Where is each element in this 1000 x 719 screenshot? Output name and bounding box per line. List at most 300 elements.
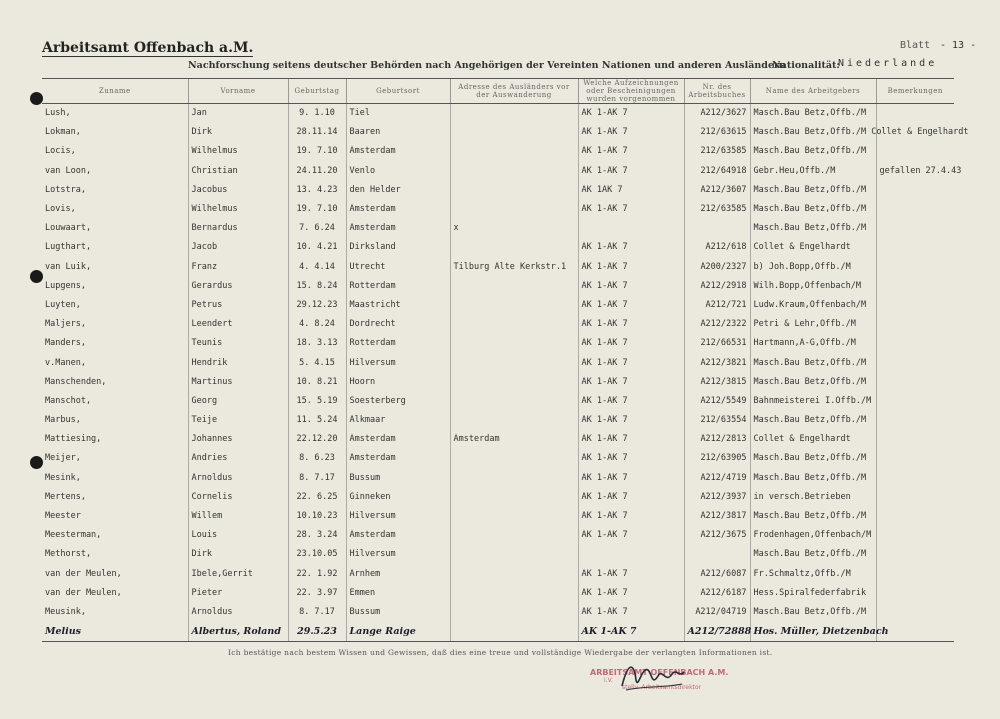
table-row bbox=[42, 277, 954, 296]
cell-arbeitgeber: Collet & Engelhardt bbox=[750, 238, 876, 257]
cell-aufz: AK 1-AK 7 bbox=[578, 488, 684, 507]
cell-vorname: Arnoldus bbox=[188, 603, 288, 622]
cell-vorname: Christian bbox=[188, 162, 288, 181]
cell-ort: Hilversum bbox=[346, 507, 450, 526]
column-header: Nr. des Arbeitsbuches bbox=[684, 79, 750, 104]
cell-bem bbox=[876, 353, 954, 372]
cell-vorname: Leendert bbox=[188, 315, 288, 334]
cell-ort: Venlo bbox=[346, 162, 450, 181]
sheet-label: Blatt bbox=[900, 40, 931, 51]
cell-bem bbox=[876, 277, 954, 296]
cell-vorname: Teunis bbox=[188, 334, 288, 353]
nationality-value: Niederlande bbox=[838, 58, 938, 69]
cell-dob: 10. 8.21 bbox=[288, 373, 346, 392]
cell-bem bbox=[876, 104, 954, 124]
cell-zuname: Lotstra, bbox=[45, 184, 86, 195]
cell-vorname: Gerardus bbox=[188, 277, 288, 296]
cell-aufz: AK 1-AK 7 bbox=[578, 353, 684, 372]
cell-nr: A212/721 bbox=[684, 296, 750, 315]
cell-vorname: Willem bbox=[188, 507, 288, 526]
cell-adresse bbox=[450, 277, 578, 296]
cell-vorname: Dirk bbox=[188, 545, 288, 564]
cell-dob: 7. 6.24 bbox=[288, 219, 346, 238]
cell-zuname: Methorst, bbox=[45, 549, 92, 560]
cell-aufz: AK 1-AK 7 bbox=[578, 565, 684, 584]
signature-scribble bbox=[618, 656, 688, 696]
cell-dob: 11. 5.24 bbox=[288, 411, 346, 430]
cell-vorname: Jacob bbox=[188, 238, 288, 257]
cell-zuname: Lokman, bbox=[45, 127, 81, 138]
cell-nr: A212/72888 bbox=[684, 622, 750, 642]
cell-zuname: Meesterman, bbox=[45, 530, 102, 541]
cell-ort: den Helder bbox=[346, 181, 450, 200]
cell-ort: Amsterdam bbox=[346, 430, 450, 449]
cell-bem bbox=[876, 565, 954, 584]
cell-dob: 19. 7.10 bbox=[288, 200, 346, 219]
cell-nr: A212/04719 bbox=[684, 603, 750, 622]
cell-vorname: Georg bbox=[188, 392, 288, 411]
cell-bem bbox=[876, 200, 954, 219]
cell-nr: A212/3817 bbox=[684, 507, 750, 526]
cell-bem: gefallen 27.4.43 bbox=[876, 162, 954, 181]
cell-vorname: Pieter bbox=[188, 584, 288, 603]
cell-dob: 22. 1.92 bbox=[288, 565, 346, 584]
cell-ort: Baaren bbox=[346, 123, 450, 142]
cell-adresse bbox=[450, 353, 578, 372]
cell-arbeitgeber: Masch.Bau Betz,Offb./M bbox=[750, 449, 876, 468]
cell-arbeitgeber: Masch.Bau Betz,Offb./M bbox=[750, 181, 876, 200]
cell-bem bbox=[876, 488, 954, 507]
cell-zuname: Luyten, bbox=[45, 299, 81, 310]
cell-adresse bbox=[450, 373, 578, 392]
cell-nr: A212/6087 bbox=[684, 565, 750, 584]
cell-aufz: AK 1-AK 7 bbox=[578, 526, 684, 545]
cell-bem bbox=[876, 238, 954, 257]
cell-nr: A212/3607 bbox=[684, 181, 750, 200]
cell-dob: 28.11.14 bbox=[288, 123, 346, 142]
cell-zuname: van der Meulen, bbox=[45, 587, 122, 598]
cell-aufz: AK 1-AK 7 bbox=[578, 411, 684, 430]
cell-dob: 22. 6.25 bbox=[288, 488, 346, 507]
cell-nr: 212/63554 bbox=[684, 411, 750, 430]
cell-aufz: AK 1-AK 7 bbox=[578, 315, 684, 334]
cell-adresse bbox=[450, 334, 578, 353]
cell-adresse bbox=[450, 507, 578, 526]
cell-ort: Alkmaar bbox=[346, 411, 450, 430]
cell-ort: Rotterdam bbox=[346, 334, 450, 353]
cell-zuname: Maljers, bbox=[45, 319, 86, 330]
cell-arbeitgeber: Ludw.Kraum,Offenbach/M bbox=[750, 296, 876, 315]
cell-dob: 8. 7.17 bbox=[288, 469, 346, 488]
cell-aufz: AK 1-AK 7 bbox=[578, 584, 684, 603]
cell-vorname: Johannes bbox=[188, 430, 288, 449]
cell-adresse bbox=[450, 469, 578, 488]
table-row bbox=[42, 584, 954, 603]
cell-bem bbox=[876, 181, 954, 200]
cell-bem bbox=[876, 258, 954, 277]
cell-bem bbox=[876, 315, 954, 334]
table-row bbox=[42, 411, 954, 430]
cell-arbeitgeber: Wilh.Bopp,Offenbach/M bbox=[750, 277, 876, 296]
cell-bem bbox=[876, 469, 954, 488]
cell-bem bbox=[876, 449, 954, 468]
cell-nr: A212/2813 bbox=[684, 430, 750, 449]
cell-zuname: Lupgens, bbox=[45, 280, 86, 291]
table-row bbox=[42, 123, 954, 142]
cell-arbeitgeber: Masch.Bau Betz,Offb./M bbox=[750, 507, 876, 526]
stamp-role: stellv. Arbeitsamtsdirektor bbox=[622, 684, 702, 691]
cell-bem bbox=[876, 373, 954, 392]
cell-adresse bbox=[450, 526, 578, 545]
cell-vorname: Arnoldus bbox=[188, 469, 288, 488]
cell-nr: A212/618 bbox=[684, 238, 750, 257]
cell-zuname: Melius bbox=[42, 622, 188, 642]
cell-vorname: Ibele,Gerrit bbox=[188, 565, 288, 584]
table-row bbox=[42, 238, 954, 257]
table-header-row bbox=[42, 79, 954, 104]
cell-ort: Arnhem bbox=[346, 565, 450, 584]
cell-zuname: Marbus, bbox=[45, 415, 81, 426]
table-row bbox=[42, 430, 954, 449]
cell-arbeitgeber: Hos. Müller, Dietzenbach bbox=[750, 622, 876, 642]
column-header: Name des Arbeitgebers bbox=[750, 79, 876, 104]
cell-ort: Hilversum bbox=[346, 353, 450, 372]
table-row bbox=[42, 200, 954, 219]
cell-arbeitgeber: Gebr.Heu,Offb./M bbox=[750, 162, 876, 181]
cell-adresse bbox=[450, 181, 578, 200]
cell-ort: Bussum bbox=[346, 469, 450, 488]
cell-zuname: Lovis, bbox=[45, 204, 76, 215]
cell-vorname: Wilhelmus bbox=[188, 200, 288, 219]
cell-zuname: Manders, bbox=[45, 338, 86, 349]
cell-ort: Amsterdam bbox=[346, 200, 450, 219]
cell-arbeitgeber: Masch.Bau Betz,Offb./M bbox=[750, 104, 876, 124]
cell-adresse bbox=[450, 488, 578, 507]
cell-arbeitgeber: Petri & Lehr,Offb./M bbox=[750, 315, 876, 334]
cell-arbeitgeber: Masch.Bau Betz,Offb./M bbox=[750, 545, 876, 564]
stamp-office: ARBEITSAMT OFFENBACH A.M. bbox=[590, 668, 729, 677]
cell-zuname: van Loon, bbox=[45, 165, 92, 176]
table-row bbox=[42, 315, 954, 334]
cell-dob: 28. 3.24 bbox=[288, 526, 346, 545]
table-row bbox=[42, 622, 954, 642]
cell-adresse bbox=[450, 104, 578, 124]
cell-vorname: Albertus, Roland bbox=[188, 622, 288, 642]
cell-nr: A212/2322 bbox=[684, 315, 750, 334]
cell-ort: Amsterdam bbox=[346, 526, 450, 545]
cell-zuname: v.Manen, bbox=[45, 357, 86, 368]
cell-bem bbox=[876, 430, 954, 449]
cell-adresse bbox=[450, 162, 578, 181]
table-row bbox=[42, 219, 954, 238]
cell-vorname: Martinus bbox=[188, 373, 288, 392]
cell-arbeitgeber: Masch.Bau Betz,Offb./M bbox=[750, 469, 876, 488]
cell-zuname: Louwaart, bbox=[45, 223, 92, 234]
cell-adresse bbox=[450, 238, 578, 257]
cell-dob: 22.12.20 bbox=[288, 430, 346, 449]
cell-bem bbox=[876, 142, 954, 161]
cell-arbeitgeber: Masch.Bau Betz,Offb./M Collet & Engelhardt bbox=[750, 123, 876, 142]
cell-arbeitgeber: Bahnmeisterei I.Offb./M bbox=[750, 392, 876, 411]
cell-nr: A200/2327 bbox=[684, 258, 750, 277]
cell-zuname: van der Meulen, bbox=[45, 568, 122, 579]
cell-ort: Dordrecht bbox=[346, 315, 450, 334]
cell-nr: A212/3815 bbox=[684, 373, 750, 392]
cell-arbeitgeber: Collet & Engelhardt bbox=[750, 430, 876, 449]
cell-adresse bbox=[450, 296, 578, 315]
cell-dob: 29.12.23 bbox=[288, 296, 346, 315]
table-row bbox=[42, 507, 954, 526]
cell-aufz: AK 1-AK 7 bbox=[578, 277, 684, 296]
cell-vorname: Jacobus bbox=[188, 181, 288, 200]
cell-ort: Ginneken bbox=[346, 488, 450, 507]
cell-adresse: Tilburg Alte Kerkstr.1 bbox=[450, 258, 578, 277]
cell-zuname: Locis, bbox=[45, 146, 76, 157]
cell-bem bbox=[876, 526, 954, 545]
cell-adresse bbox=[450, 411, 578, 430]
column-header: Geburtsort bbox=[346, 79, 450, 104]
cell-nr bbox=[684, 219, 750, 238]
cell-aufz: AK 1-AK 7 bbox=[578, 123, 684, 142]
cell-dob: 22. 3.97 bbox=[288, 584, 346, 603]
cell-bem bbox=[876, 219, 954, 238]
cell-aufz: AK 1-AK 7 bbox=[578, 296, 684, 315]
cell-arbeitgeber: Masch.Bau Betz,Offb./M bbox=[750, 219, 876, 238]
table-row bbox=[42, 469, 954, 488]
cell-dob: 18. 3.13 bbox=[288, 334, 346, 353]
cell-adresse bbox=[450, 584, 578, 603]
column-header: Bemerkungen bbox=[876, 79, 954, 104]
cell-zuname: Manschenden, bbox=[45, 376, 107, 387]
cell-aufz: AK 1-AK 7 bbox=[578, 469, 684, 488]
cell-bem bbox=[876, 507, 954, 526]
cell-zuname: Lush, bbox=[45, 108, 71, 119]
cell-nr: A212/3821 bbox=[684, 353, 750, 372]
table-row bbox=[42, 104, 954, 124]
cell-dob: 23.10.05 bbox=[288, 545, 346, 564]
cell-adresse bbox=[450, 392, 578, 411]
cell-dob: 10. 4.21 bbox=[288, 238, 346, 257]
cell-ort: Tiel bbox=[346, 104, 450, 124]
cell-nr: A212/3937 bbox=[684, 488, 750, 507]
cell-arbeitgeber: Masch.Bau Betz,Offb./M bbox=[750, 142, 876, 161]
cell-vorname: Andries bbox=[188, 449, 288, 468]
cell-aufz: AK 1-AK 7 bbox=[578, 373, 684, 392]
cell-vorname: Bernardus bbox=[188, 219, 288, 238]
cell-nr: A212/6187 bbox=[684, 584, 750, 603]
sheet-number: - 13 - bbox=[940, 40, 977, 51]
cell-aufz: AK 1-AK 7 bbox=[578, 603, 684, 622]
cell-dob: 4. 4.14 bbox=[288, 258, 346, 277]
cell-dob: 8. 7.17 bbox=[288, 603, 346, 622]
cell-dob: 5. 4.15 bbox=[288, 353, 346, 372]
table-row bbox=[42, 488, 954, 507]
cell-nr: A212/4719 bbox=[684, 469, 750, 488]
cell-aufz: AK 1-AK 7 bbox=[578, 622, 684, 642]
cell-dob: 10.10.23 bbox=[288, 507, 346, 526]
table-row bbox=[42, 334, 954, 353]
cell-adresse bbox=[450, 200, 578, 219]
cell-dob: 24.11.20 bbox=[288, 162, 346, 181]
cell-ort: Amsterdam bbox=[346, 142, 450, 161]
table-row bbox=[42, 258, 954, 277]
cell-adresse bbox=[450, 123, 578, 142]
cell-arbeitgeber: in versch.Betrieben bbox=[750, 488, 876, 507]
table-row bbox=[42, 565, 954, 584]
cell-ort: Emmen bbox=[346, 584, 450, 603]
cell-arbeitgeber: b) Joh.Bopp,Offb./M bbox=[750, 258, 876, 277]
table-row bbox=[42, 162, 954, 181]
cell-dob: 15. 5.19 bbox=[288, 392, 346, 411]
cell-adresse bbox=[450, 449, 578, 468]
cell-aufz: AK 1-AK 7 bbox=[578, 392, 684, 411]
cell-ort: Hoorn bbox=[346, 373, 450, 392]
column-header: Vorname bbox=[188, 79, 288, 104]
cell-zuname: Mesink, bbox=[45, 472, 81, 483]
cell-zuname: van Luik, bbox=[45, 261, 92, 272]
cell-aufz: AK 1-AK 7 bbox=[578, 507, 684, 526]
table-row bbox=[42, 449, 954, 468]
cell-vorname: Louis bbox=[188, 526, 288, 545]
cell-arbeitgeber: Masch.Bau Betz,Offb./M bbox=[750, 411, 876, 430]
cell-zuname: Mattiesing, bbox=[45, 434, 102, 445]
cell-ort: Bussum bbox=[346, 603, 450, 622]
cell-vorname: Petrus bbox=[188, 296, 288, 315]
cell-nr: 212/63585 bbox=[684, 200, 750, 219]
cell-nr: A212/3675 bbox=[684, 526, 750, 545]
cell-arbeitgeber: Masch.Bau Betz,Offb./M bbox=[750, 353, 876, 372]
cell-bem bbox=[876, 545, 954, 564]
cell-adresse bbox=[450, 545, 578, 564]
column-header: Zuname bbox=[42, 79, 188, 104]
table-row bbox=[42, 603, 954, 622]
cell-arbeitgeber: Masch.Bau Betz,Offb./M bbox=[750, 200, 876, 219]
cell-bem bbox=[876, 392, 954, 411]
cell-aufz: AK 1-AK 7 bbox=[578, 162, 684, 181]
cell-nr bbox=[684, 545, 750, 564]
office-title: Arbeitsamt Offenbach a.M. bbox=[42, 40, 254, 56]
cell-bem bbox=[876, 334, 954, 353]
document-subtitle: Nachforschung seitens deutscher Behörden nach Angehörigen der Vereinten Nationen und anderen Ausländern bbox=[188, 60, 786, 71]
cell-adresse: Amsterdam bbox=[450, 430, 578, 449]
cell-adresse bbox=[450, 622, 578, 642]
table-row bbox=[42, 526, 954, 545]
cell-ort: Maastricht bbox=[346, 296, 450, 315]
cell-ort: Amsterdam bbox=[346, 449, 450, 468]
cell-adresse bbox=[450, 315, 578, 334]
cell-aufz: AK 1-AK 7 bbox=[578, 142, 684, 161]
cell-ort: Hilversum bbox=[346, 545, 450, 564]
cell-nr: 212/63585 bbox=[684, 142, 750, 161]
cell-zuname: Lugthart, bbox=[45, 242, 92, 253]
cell-aufz: AK 1-AK 7 bbox=[578, 104, 684, 124]
cell-adresse bbox=[450, 565, 578, 584]
column-header: Adresse des Ausländers vor der Auswanderung bbox=[450, 79, 578, 104]
cell-dob: 15. 8.24 bbox=[288, 277, 346, 296]
cell-dob: 8. 6.23 bbox=[288, 449, 346, 468]
cell-aufz bbox=[578, 545, 684, 564]
table-row bbox=[42, 392, 954, 411]
cell-dob: 13. 4.23 bbox=[288, 181, 346, 200]
cell-adresse bbox=[450, 142, 578, 161]
cell-aufz: AK 1-AK 7 bbox=[578, 449, 684, 468]
cell-vorname: Dirk bbox=[188, 123, 288, 142]
table-body bbox=[42, 104, 969, 642]
cell-arbeitgeber: Hess.Spiralfederfabrik bbox=[750, 584, 876, 603]
cell-zuname: Meester bbox=[45, 511, 81, 522]
cell-nr: A212/3627 bbox=[684, 104, 750, 124]
cell-ort: Amsterdam bbox=[346, 219, 450, 238]
cell-vorname: Wilhelmus bbox=[188, 142, 288, 161]
cell-nr: 212/63615 bbox=[684, 123, 750, 142]
confirmation-text: Ich bestätige nach bestem Wissen und Gewissen, daß dies eine treue und vollständige Wiedergabe der verlangten Informationen ist. bbox=[228, 648, 773, 657]
records-table bbox=[42, 78, 969, 642]
cell-arbeitgeber: Fr.Schmaltz,Offb./M bbox=[750, 565, 876, 584]
cell-adresse: x bbox=[450, 219, 578, 238]
cell-aufz: AK 1-AK 7 bbox=[578, 238, 684, 257]
cell-dob: 4. 8.24 bbox=[288, 315, 346, 334]
table-row bbox=[42, 296, 954, 315]
nationality-label: Nationalität: bbox=[772, 60, 840, 71]
cell-nr: A212/2918 bbox=[684, 277, 750, 296]
cell-vorname: Jan bbox=[188, 104, 288, 124]
cell-zuname: Mertens, bbox=[45, 491, 86, 502]
cell-ort: Soesterberg bbox=[346, 392, 450, 411]
column-header: Welche Aufzeichnungen oder Bescheinigungen wurden vorgenommen bbox=[578, 79, 684, 104]
cell-bem bbox=[876, 296, 954, 315]
cell-nr: 212/63905 bbox=[684, 449, 750, 468]
table-row bbox=[42, 545, 954, 564]
cell-zuname: Meijer, bbox=[45, 453, 81, 464]
cell-dob: 19. 7.10 bbox=[288, 142, 346, 161]
cell-arbeitgeber: Masch.Bau Betz,Offb./M bbox=[750, 603, 876, 622]
cell-vorname: Cornelis bbox=[188, 488, 288, 507]
cell-aufz: AK 1-AK 7 bbox=[578, 334, 684, 353]
cell-aufz: AK 1-AK 7 bbox=[578, 430, 684, 449]
cell-dob: 29.5.23 bbox=[288, 622, 346, 642]
table-row bbox=[42, 353, 954, 372]
cell-aufz: AK 1AK 7 bbox=[578, 181, 684, 200]
cell-nr: A212/5549 bbox=[684, 392, 750, 411]
cell-ort: Rotterdam bbox=[346, 277, 450, 296]
cell-ort: Utrecht bbox=[346, 258, 450, 277]
cell-aufz bbox=[578, 219, 684, 238]
cell-bem bbox=[876, 411, 954, 430]
cell-aufz: AK 1-AK 7 bbox=[578, 200, 684, 219]
cell-ort: Lange Raige bbox=[346, 622, 450, 642]
table-row bbox=[42, 142, 954, 161]
table-row bbox=[42, 373, 954, 392]
cell-vorname: Franz bbox=[188, 258, 288, 277]
cell-vorname: Teije bbox=[188, 411, 288, 430]
cell-arbeitgeber: Masch.Bau Betz,Offb./M bbox=[750, 373, 876, 392]
cell-bem bbox=[876, 603, 954, 622]
cell-nr: 212/66531 bbox=[684, 334, 750, 353]
cell-zuname: Meusink, bbox=[45, 606, 86, 617]
cell-arbeitgeber: Frodenhagen,Offenbach/M bbox=[750, 526, 876, 545]
cell-ort: Dirksland bbox=[346, 238, 450, 257]
column-header: Geburtstag bbox=[288, 79, 346, 104]
cell-zuname: Manschot, bbox=[45, 395, 92, 406]
cell-aufz: AK 1-AK 7 bbox=[578, 258, 684, 277]
stamp-iv: i.V. bbox=[604, 677, 613, 684]
cell-arbeitgeber: Hartmann,A-G,Offb./M bbox=[750, 334, 876, 353]
cell-vorname: Hendrik bbox=[188, 353, 288, 372]
cell-adresse bbox=[450, 603, 578, 622]
table-row bbox=[42, 181, 954, 200]
cell-bem bbox=[876, 584, 954, 603]
cell-nr: 212/64918 bbox=[684, 162, 750, 181]
